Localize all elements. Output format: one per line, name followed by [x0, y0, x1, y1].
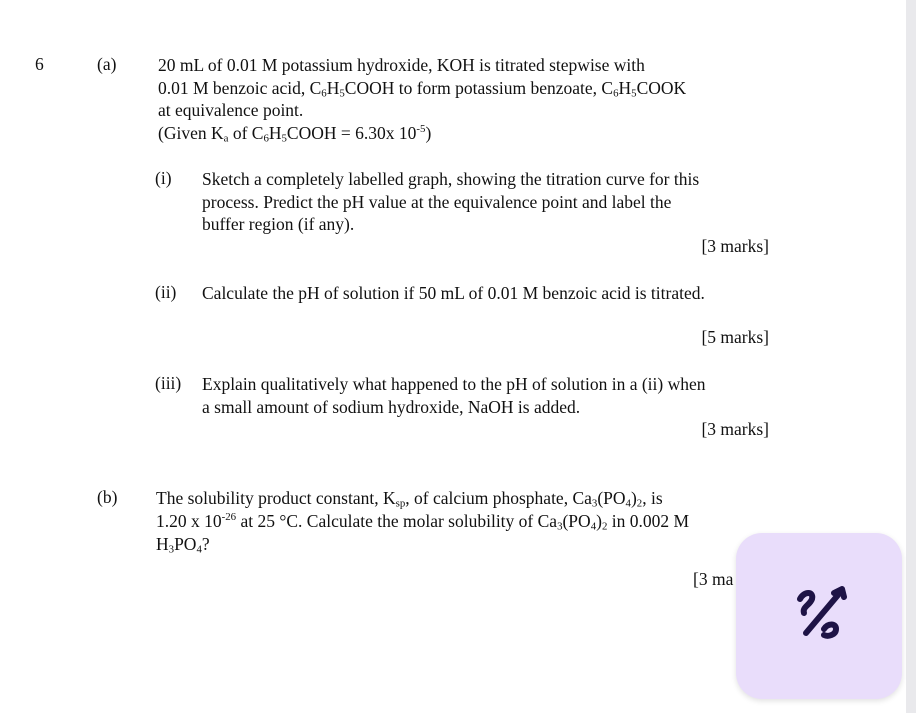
part-a-i-line-2: process. Predict the pH value at the equivalence point and label the — [202, 192, 672, 212]
part-a-line-3: at equivalence point. — [158, 100, 304, 120]
part-b-marks: [3 ma — [693, 569, 734, 589]
part-a-iii-line-2: a small amount of sodium hydroxide, NaOH is added. — [202, 397, 581, 417]
part-a-line-1: 20 mL of 0.01 M potassium hydroxide, KOH is titrated stepwise with — [158, 55, 645, 75]
part-a-ii-marks: [5 marks] — [701, 327, 769, 347]
part-a-ii-line-1: Calculate the pH of solution if 50 mL of 0.01 M benzoic acid is titrated. — [202, 283, 705, 303]
part-a-i-label: (i) — [155, 168, 172, 188]
part-a-iii-marks: [3 marks] — [701, 419, 769, 439]
pen-scribble-icon — [794, 585, 850, 645]
part-b-line-1: The solubility product constant, $K_{sp}$, of calcium phosphate, $Ca_3(PO_4)_2$, is — [156, 488, 663, 510]
scrollbar-track[interactable] — [906, 0, 916, 713]
part-b-line-3: $H_3PO_4$? — [156, 534, 210, 556]
part-a-line-2: 0.01 M benzoic acid, $C_6H_5COOH$ to form potassium benzoate, $C_6H_5COOK$ — [158, 78, 687, 100]
part-a-given: (Given $K_a$ of $C_6H_5COOH = 6.30x$ $10^{-5}$) — [158, 122, 432, 145]
part-b-label: (b) — [97, 487, 118, 507]
part-a-iii-line-1: Explain qualitatively what happened to the pH of solution in a (ii) when — [202, 374, 706, 394]
part-a-i-line-3: buffer region (if any). — [202, 214, 355, 234]
part-a-i-line-1: Sketch a completely labelled graph, showing the titration curve for this — [202, 169, 700, 189]
annotate-fab-button[interactable] — [736, 533, 902, 699]
question-number: 6 — [35, 54, 44, 74]
part-a-iii-label: (iii) — [155, 373, 182, 393]
part-a-ii-label: (ii) — [155, 282, 177, 302]
part-a-i-marks: [3 marks] — [701, 236, 769, 256]
part-b-line-2: 1.20 x $10^{-26}$ at 25 °C. Calculate the molar solubility of $Ca_3(PO_4)_2$ in 0.002 M — [156, 510, 690, 533]
part-a-label: (a) — [97, 54, 117, 74]
